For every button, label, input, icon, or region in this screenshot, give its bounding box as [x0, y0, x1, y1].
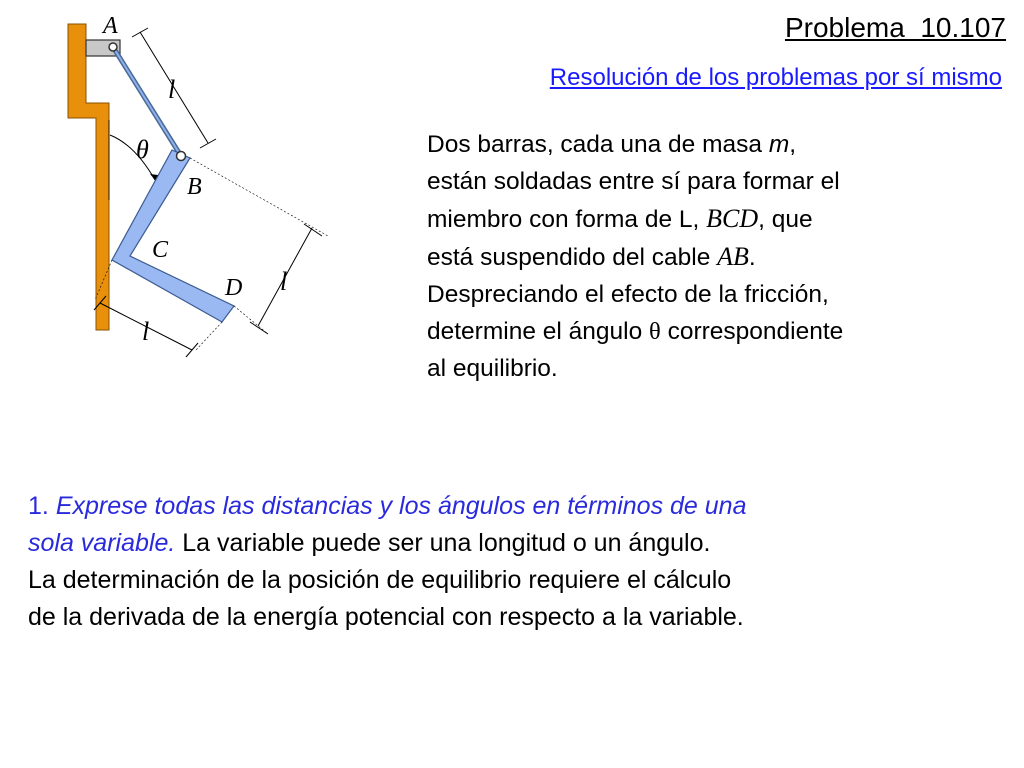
step-instruction: Exprese todas las distancias y los ángulos en términos de una — [55, 492, 747, 520]
label-d: D — [225, 275, 243, 301]
wall — [68, 24, 109, 330]
step-1 — [28, 488, 1018, 636]
problem-text: Despreciando el efecto de la fricción, — [427, 281, 829, 308]
problem-text: miembro con forma de L, — [427, 206, 707, 233]
cable-ab-symbol: AB — [717, 242, 749, 271]
label-l-bottom: l — [142, 317, 150, 346]
step-text: La determinación de la posición de equilibrio requiere el cálculo — [28, 566, 732, 594]
step-instruction: sola variable. — [28, 529, 176, 557]
step-text: La variable puede ser una longitud o un ángulo. — [175, 529, 711, 557]
label-l-right: l — [280, 267, 288, 296]
problem-statement — [427, 126, 1017, 387]
pin-b — [177, 152, 186, 161]
theta-symbol: θ — [649, 318, 661, 345]
problem-text: , — [789, 131, 797, 158]
member-bcd-symbol: BCD — [706, 204, 759, 233]
label-a: A — [103, 13, 118, 39]
problem-text: . — [748, 244, 756, 271]
label-b: B — [187, 174, 202, 200]
l-member-bcd — [112, 150, 234, 322]
mass-symbol: m — [768, 131, 790, 158]
label-theta: θ — [136, 135, 149, 164]
problem-text: Dos barras, cada una de masa — [427, 131, 769, 158]
problem-text: determine el ángulo — [427, 318, 650, 345]
step-text: de la derivada de la energía potencial con respecto a la variable. — [28, 603, 744, 631]
step-number: 1. — [28, 492, 49, 520]
problem-text: , que — [758, 206, 813, 233]
subtitle-link[interactable]: Resolución de los problemas por sí mismo — [549, 64, 1002, 91]
l-member-figure — [0, 0, 380, 400]
page-title: Problema 10.107 — [784, 12, 1006, 43]
problem-text: está suspendido del cable — [427, 244, 718, 271]
problem-text: están soldadas entre sí para formar el — [427, 168, 840, 195]
pin-a — [109, 43, 117, 51]
problem-text: al equilibrio. — [427, 355, 558, 382]
problem-text: correspondiente — [660, 318, 844, 345]
label-c: C — [152, 237, 169, 263]
label-l-cable: l — [168, 75, 176, 104]
